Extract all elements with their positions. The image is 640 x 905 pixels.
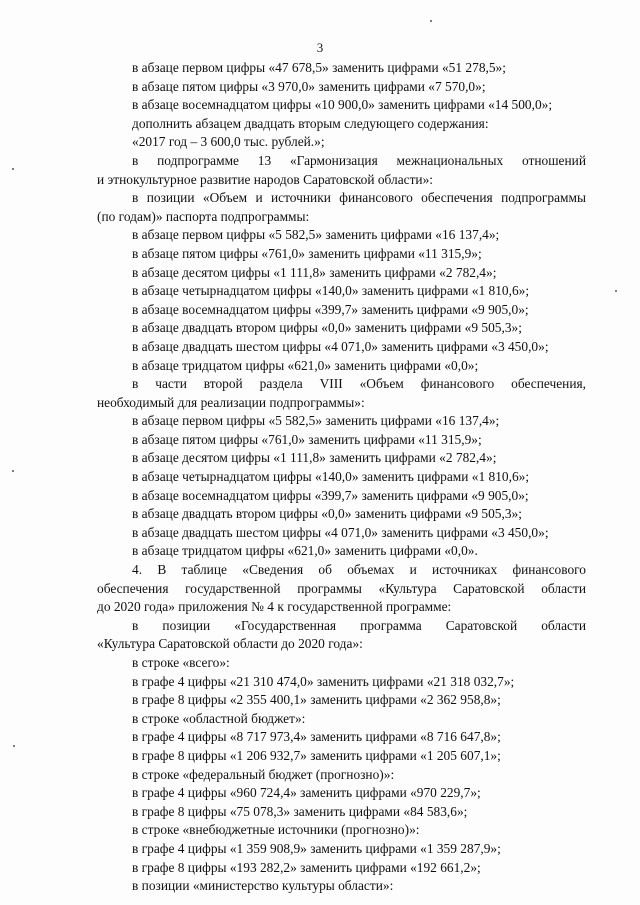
text-line: в абзаце четырнадцатом цифры «140,0» заменить цифрами «1 810,6»;: [132, 283, 530, 299]
text-line: в абзаце двадцать втором цифры «0,0» заменить цифрами «9 505,3»;: [132, 320, 522, 336]
text-line: в абзаце десятом цифры «1 111,8» заменить цифрами «2 782,4»;: [132, 264, 497, 280]
text-line: в строке «внебюджетные источники (прогнозно)»:: [132, 822, 420, 838]
text-line: в абзаце восемнадцатом цифры «10 900,0» заменить цифрами «14 500,0»;: [132, 97, 553, 113]
text-line: в графе 4 цифры «21 310 474,0» заменить цифрами «21 318 032,7»;: [132, 673, 515, 689]
text-line: до 2020 года» приложения № 4 к государственной программе:: [97, 599, 452, 615]
text-line: в позиции «Государственная программа Саратовской области: [132, 617, 586, 633]
scan-speck: [12, 470, 14, 472]
text-line: в абзаце двадцать шестом цифры «4 071,0» заменить цифрами «3 450,0»;: [132, 524, 549, 540]
scan-speck: [430, 20, 432, 22]
text-line: в графе 8 цифры «193 282,2» заменить цифрами «192 661,2»;: [132, 859, 481, 875]
text-line: в абзаце четырнадцатом цифры «140,0» заменить цифрами «1 810,6»;: [132, 469, 530, 485]
text-line: в абзаце десятом цифры «1 111,8» заменить цифрами «2 782,4»;: [132, 450, 497, 466]
scan-speck: [12, 168, 14, 170]
text-line: в части второй раздела VIII «Объем финансового обеспечения,: [132, 376, 586, 392]
scan-speck: [615, 290, 617, 292]
text-line: в графе 4 цифры «1 359 908,9» заменить цифрами «1 359 287,9»;: [132, 840, 501, 856]
scan-speck: [13, 745, 15, 747]
text-line: в абзаце тридцатом цифры «621,0» заменить цифрами «0,0»;: [132, 357, 479, 373]
text-line: в строке «федеральный бюджет (прогнозно)»:: [132, 766, 395, 782]
text-line: «2017 год – 3 600,0 тыс. рублей.»;: [132, 134, 325, 150]
text-line: в абзаце первом цифры «47 678,5» заменить цифрами «51 278,5»;: [132, 60, 506, 75]
text-line: дополнить абзацем двадцать вторым следующего содержания:: [132, 115, 489, 131]
text-line: в подпрограмме 13 «Гармонизация межнациональных отношений: [132, 152, 586, 168]
text-line: в позиции «Объем и источники финансового обеспечения подпрограммы: [132, 190, 586, 206]
text-line: в абзаце пятом цифры «761,0» заменить цифрами «11 315,9»;: [132, 245, 482, 261]
text-line: в графе 8 цифры «2 355 400,1» заменить цифрами «2 362 958,8»;: [132, 692, 501, 708]
text-line: в абзаце первом цифры «5 582,5» заменить цифрами «16 137,4»;: [132, 413, 500, 429]
text-line: в строке «всего»:: [132, 655, 230, 670]
text-line: в графе 8 цифры «75 078,3» заменить цифрами «84 583,6»;: [132, 803, 468, 819]
text-line: необходимый для реализации подпрограммы»:: [97, 394, 365, 410]
text-line: в абзаце восемнадцатом цифры «399,7» заменить цифрами «9 905,0»;: [132, 487, 529, 503]
text-line: в строке «областной бюджет»:: [132, 710, 306, 726]
page-number: 3: [316, 40, 324, 55]
text-line: в графе 8 цифры «1 206 932,7» заменить цифрами «1 205 607,1»;: [132, 747, 501, 763]
text-line: в абзаце тридцатом цифры «621,0» заменить цифрами «0,0».: [132, 543, 478, 559]
text-line: в абзаце пятом цифры «3 970,0» заменить цифрами «7 570,0»;: [132, 78, 486, 94]
text-line: в абзаце первом цифры «5 582,5» заменить цифрами «16 137,4»;: [132, 227, 500, 243]
text-line: в абзаце пятом цифры «761,0» заменить цифрами «11 315,9»;: [132, 431, 482, 447]
text-line: в абзаце двадцать шестом цифры «4 071,0» заменить цифрами «3 450,0»;: [132, 338, 549, 354]
text-line: в абзаце двадцать втором цифры «0,0» заменить цифрами «9 505,3»;: [132, 506, 522, 522]
text-line: 4. В таблице «Сведения об объемах и источниках финансового: [132, 562, 586, 578]
text-line: в графе 4 цифры «8 717 973,4» заменить цифрами «8 716 647,8»;: [132, 729, 501, 745]
text-line: в позиции «министерство культуры области»:: [132, 878, 394, 894]
document-body: [97, 59, 586, 896]
text-line: в графе 4 цифры «960 724,4» заменить цифрами «970 229,7»;: [132, 785, 481, 801]
text-line: в абзаце восемнадцатом цифры «399,7» заменить цифрами «9 905,0»;: [132, 301, 529, 317]
text-line: «Культура Саратовской области до 2020 года»:: [97, 636, 363, 652]
text-line: и этнокультурное развитие народов Саратовской области»:: [97, 171, 434, 187]
text-line: (по годам)» паспорта подпрограммы:: [97, 208, 310, 224]
text-line: обеспечения государственной программы «Культура Саратовской области: [97, 580, 586, 596]
